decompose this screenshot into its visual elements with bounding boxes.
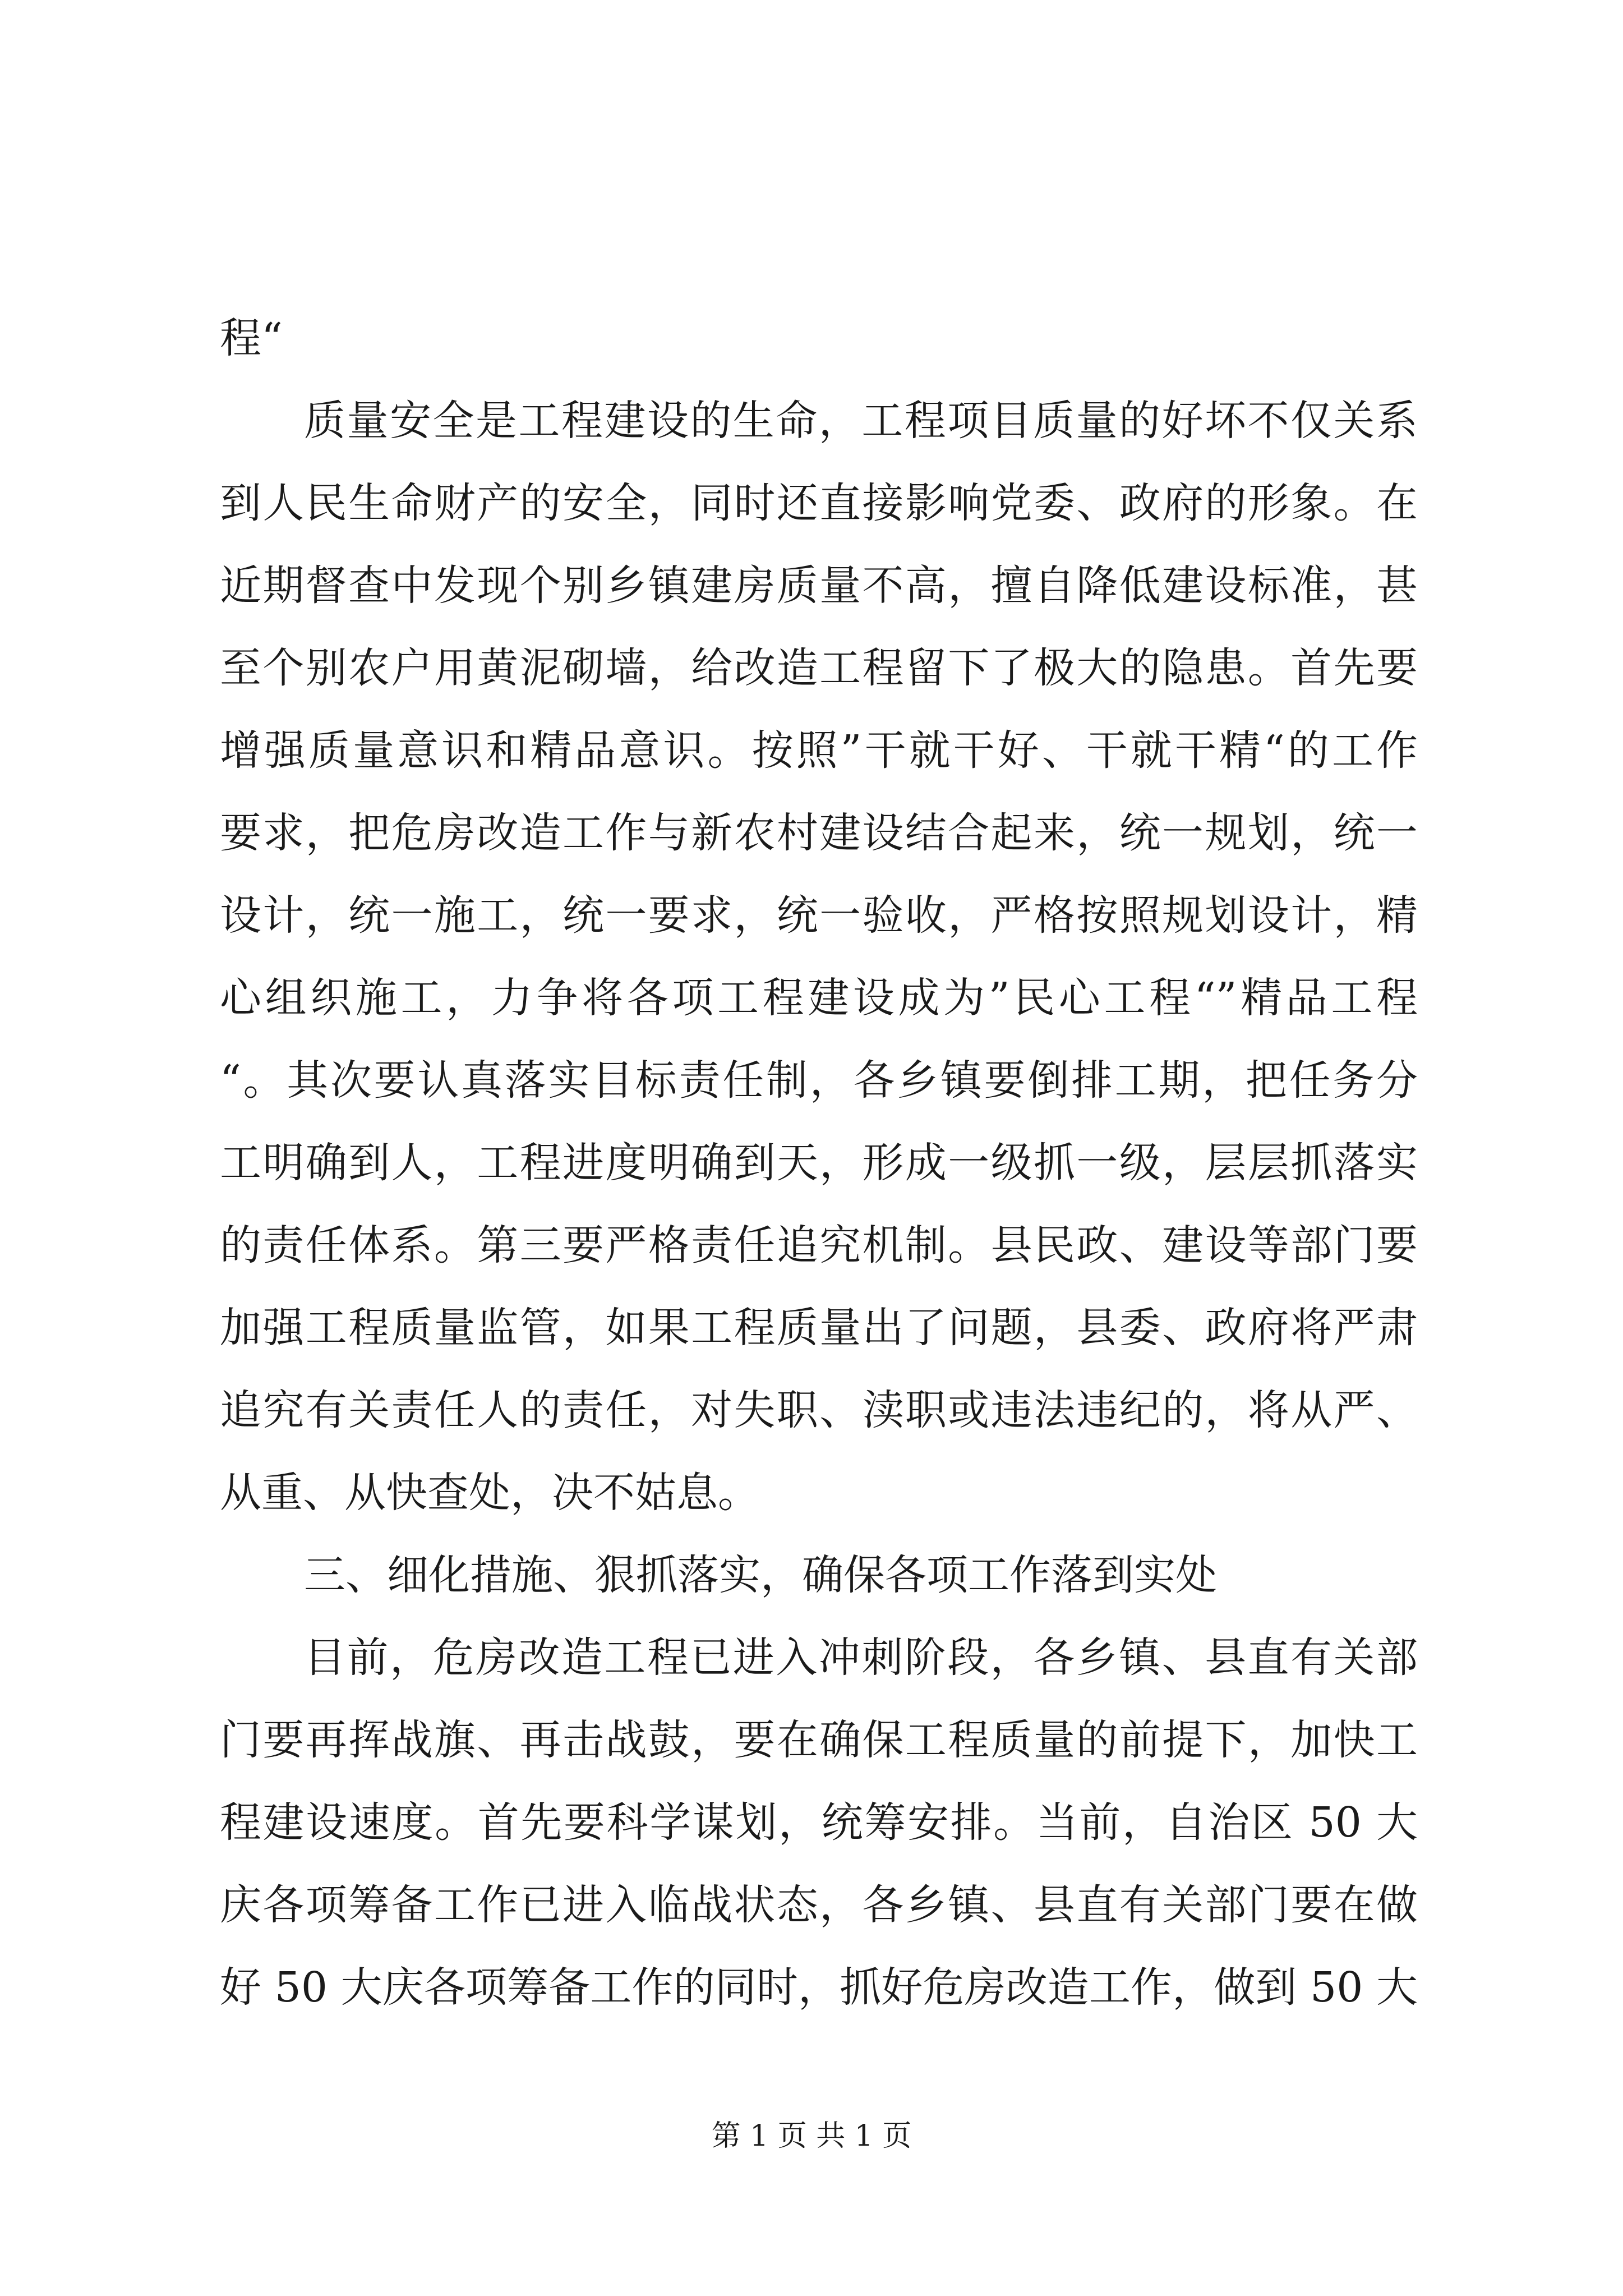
- document-body: [220, 297, 1418, 2029]
- text-line: 心组织施工，力争将各项工程建设成为”民心工程“”精品工程: [220, 974, 1418, 1022]
- text-line: 要求，把危房改造工作与新农村建设结合起来，统一规划，统一: [220, 809, 1418, 857]
- text-line: 追究有关责任人的责任，对失职、渎职或违法违纪的，将从严、: [220, 1386, 1418, 1434]
- text-line: 设计，统一施工，统一要求，统一验收，严格按照规划设计，精: [220, 891, 1418, 940]
- text-line: 程建设速度。首先要科学谋划，统筹安排。当前，自治区 50 大: [220, 1798, 1418, 1847]
- page-footer: 第 1 页 共 1 页: [711, 2119, 912, 2153]
- text-line: 好 50 大庆各项筹备工作的同时，抓好危房改造工作，做到 50 大: [220, 1963, 1418, 2012]
- text-line: 程“: [220, 314, 283, 362]
- text-line: 目前，危房改造工程已进入冲刺阶段，各乡镇、县直有关部: [304, 1634, 1418, 1682]
- text-line: 到人民生命财产的安全，同时还直接影响党委、政府的形象。在: [220, 479, 1418, 527]
- text-line: 门要再挥战旗、再击战鼓，要在确保工程质量的前提下，加快工: [220, 1716, 1418, 1764]
- text-line: 加强工程质量监管，如果工程质量出了问题，县委、政府将严肃: [220, 1304, 1418, 1352]
- text-line: 的责任体系。第三要严格责任追究机制。县民政、建设等部门要: [220, 1221, 1418, 1269]
- text-line: 至个别农户用黄泥砌墙，给改造工程留下了极大的隐患。首先要: [220, 644, 1418, 692]
- text-line: “。其次要认真落实目标责任制，各乡镇要倒排工期，把任务分: [220, 1056, 1418, 1105]
- text-line: 增强质量意识和精品意识。按照”干就干好、干就干精“的工作: [220, 726, 1418, 775]
- text-line: 庆各项筹备工作已进入临战状态，各乡镇、县直有关部门要在做: [220, 1881, 1418, 1929]
- text-line: 工明确到人，工程进度明确到天，形成一级抓一级，层层抓落实: [220, 1139, 1418, 1187]
- text-line: 三、细化措施、狠抓落实，确保各项工作落到实处: [304, 1551, 1217, 1599]
- text-line: 近期督查中发现个别乡镇建房质量不高，擅自降低建设标准，甚: [220, 562, 1418, 610]
- text-line: 质量安全是工程建设的生命，工程项目质量的好坏不仅关系: [304, 397, 1418, 445]
- text-line: 从重、从快查处，决不姑息。: [220, 1469, 759, 1517]
